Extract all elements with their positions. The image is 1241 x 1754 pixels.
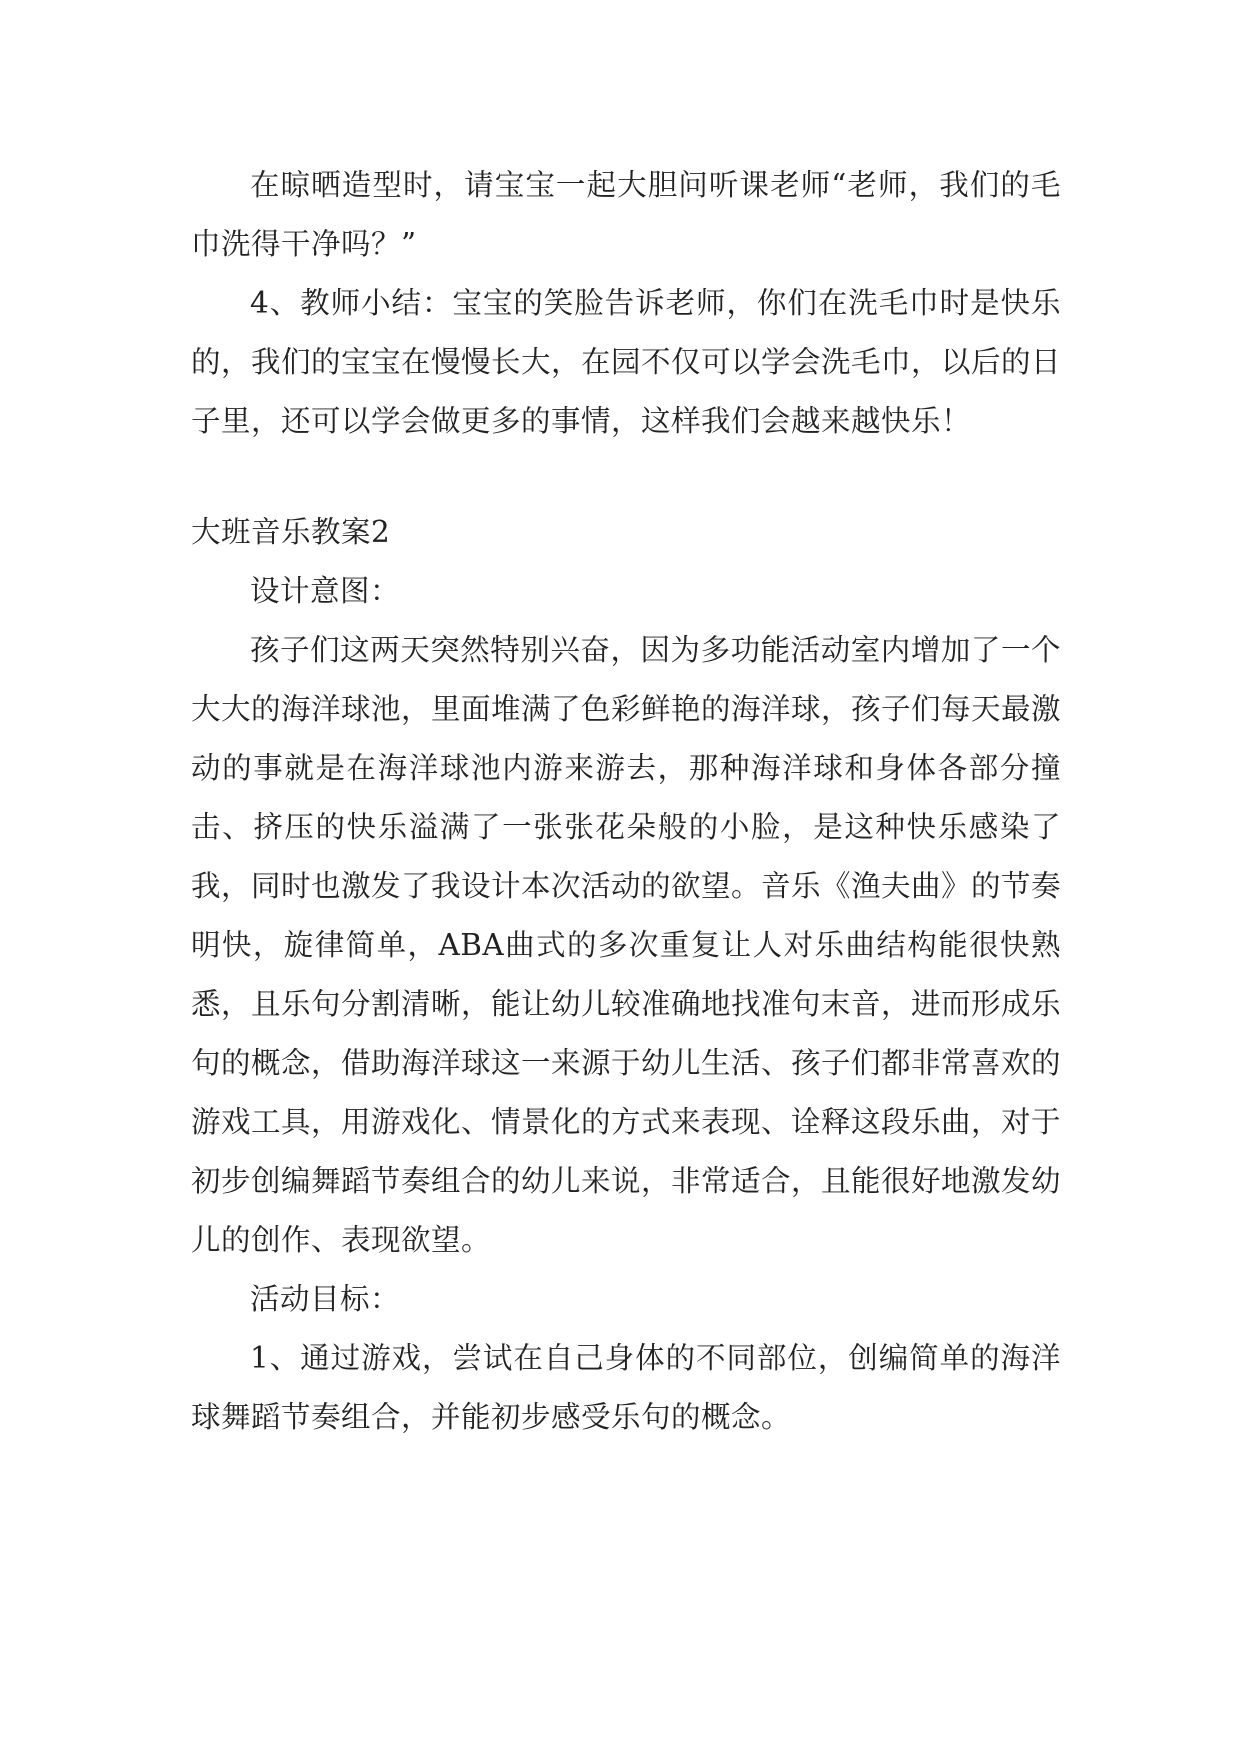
design-intent-heading: 设计意图：	[250, 574, 401, 608]
paragraph-teacher-summary: 4、教师小结：宝宝的笑脸告诉老师，你们在洗毛巾时是快乐的，我们的宝宝在慢慢长大，在园不仅可以学会洗毛巾，以后的日子里，还可以学会做更多的事情，这样我们会越来越快乐！	[191, 286, 1062, 438]
paragraph-drying-pose: 在晾晒造型时，请宝宝一起大胆问听课老师“老师，我们的毛巾洗得干净吗？”	[191, 168, 1061, 261]
activity-goals-heading: 活动目标：	[250, 1282, 401, 1316]
design-intent-body: 孩子们这两天突然特别兴奋，因为多功能活动室内增加了一个大大的海洋球池，里面堆满了色彩鲜艳的海洋球，孩子们每天最激动的事就是在海洋球池内游来游去，那种海洋球和身体各部分撞击、挤压的快乐溢满了一张张花朵般的小脸，是这种快乐感染了我，同时也激发了我设计本次活动的欲望。音乐《渔夫曲》的节奏明快，旋律简单，ABA曲式的多次重复让人对乐曲结构能很快熟悉，且乐句分割清晰，能让幼儿较准确地找准句末音，进而形成乐句的概念，借助海洋球这一来源于幼儿生活、孩子们都非常喜欢的游戏工具，用游戏化、情景化的方式来表现、诠释这段乐曲，对于初步创编舞蹈节奏组合的幼儿来说，非常适合，且能很好地激发幼儿的创作、表现欲望。	[191, 633, 1062, 1257]
section-title: 大班音乐教案2	[191, 515, 391, 549]
activity-goal-1: 1、通过游戏，尝试在自己身体的不同部位，创编简单的海洋球舞蹈节奏组合，并能初步感受乐句的概念。	[191, 1341, 1061, 1434]
document-body	[191, 156, 1061, 1447]
